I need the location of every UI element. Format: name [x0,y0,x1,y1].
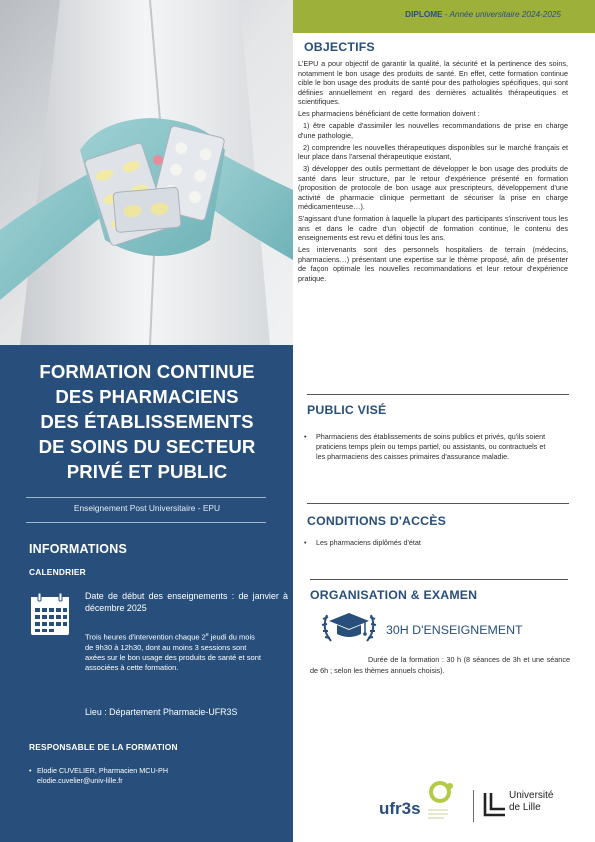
right-column [293,33,595,842]
ufr3s-logo [376,778,472,831]
calendar-detail-text: Trois heures d'intervention chaque 2e jeudi du mois de 9h30 à 12h30, dont au moins 3 sessions sont axées sur le bon usage des produits de santé et sont associées à cette formation. [85,632,261,673]
divider [307,394,569,395]
calendar-heading: CALENDRIER [29,567,86,577]
paragraph: S'agissant d'une formation à laquelle la plupart des participants s'inscrivent tous les ans et dans le cadre d'un objectif de formation continue, le contenu des enseignements est revu et défini tous les ans. [298,214,568,242]
paragraph: L'EPU a pour objectif de garantir la qualité, la sécurité et la pertinence des soins, notamment le bon usage des produits de santé. En effet, cette formation continue cible le bon usage des produits de santé pour des pathologies spécifiques, qui sont définies annuellement en regard des dernières actualités thérapeutiques et scientifiques. [298,59,568,106]
title-line: FORMATION CONTINUE [39,361,255,382]
responsable-heading: RESPONSABLE DE LA FORMATION [29,742,178,752]
organisation-heading: ORGANISATION & EXAMEN [310,588,478,602]
title-line: DES ÉTABLISSEMENTS [40,411,254,432]
list-item: • Pharmaciens des établissements de soins publics et privés, qu'ils soient praticiens temps plein ou temps partiel, ou assistants, ou contractuels et les pharmaciens des caisses primaires d'assurance maladie. [304,432,552,461]
left-column [0,0,293,842]
list-item: • Les pharmaciens diplômés d'état [304,538,552,548]
universite-lille-text: Université de Lille [509,790,554,813]
duration-text: Durée de la formation : 30 h (8 séances de 3h et une séance de 6h ; selon les thèmes annuels choisis). [310,655,570,675]
paragraph: Les pharmaciens bénéficiant de cette formation doivent : [298,109,480,118]
location-text: Lieu : Département Pharmacie-UFR3S [85,707,238,717]
calendar-start-text: Date de début des enseignements : de janvier à décembre 2025 [85,591,288,613]
public-heading: PUBLIC VISÉ [307,403,387,417]
title-line: DE SOINS DU SECTEUR [38,436,256,457]
divider [310,579,568,580]
objectifs-text [298,59,568,286]
title-line: DES PHARMACIENS [55,386,239,407]
responsable-email[interactable]: elodie.cuvelier@univ-lille.fr [37,775,123,785]
epu-label: Enseignement Post Universitaire - EPU [73,503,221,513]
banner-text: DIPLOME - Année universitaire 2024-2025 [405,10,561,19]
gloved-hands-with-pills-image [0,0,293,345]
conditions-heading: CONDITIONS D'ACCÈS [307,514,447,528]
divider [307,503,569,504]
universite-lille-logo [483,791,507,822]
divider [26,522,266,523]
title-line: PRIVÉ ET PUBLIC [66,461,228,482]
paragraph: 1) être capable d'assimiler les nouvelles recommandations de prise en charge d'une pathologie, [298,121,568,140]
objectifs-heading: OBJECTIFS [304,40,375,54]
logo-separator [473,790,474,822]
main-title [14,359,280,484]
hours-label: 30H D'ENSEIGNEMENT [386,623,523,637]
paragraph: 2) comprendre les nouvelles thérapeutiques disponibles sur le marché français et leur place dans l'arsenal thérapeutique existant, [298,142,568,161]
divider [26,497,266,498]
conditions-list [304,538,552,548]
paragraph: Les intervenants sont des personnels hospitaliers de terrain (médecins, pharmaciens…) présentant une expertise sur le thème proposé, afin de présenter de façon optimale les nouvelles recommandations et leur retour d'expérience pratique. [298,245,568,283]
informations-heading: INFORMATIONS [29,542,127,556]
list-item [29,766,168,785]
responsable-list [29,766,168,785]
blue-panel [0,345,293,842]
hero-photo [0,0,293,345]
paragraph: 3) développer des outils permettant de développer le bon usage des produits de santé dans leur structure, par le retour d'expérience présenté en formation (proposition de protocole de bon usage aux prescripteurs, développement d'une activité de pharmacie clinique permettant de sécuriser la prise en charge médicamenteuse…). [298,164,568,211]
top-banner [293,0,595,33]
public-list [304,432,552,461]
calendar-icon [30,592,70,641]
graduation-cap-icon [317,607,381,652]
ufr3s-logo-text: ufr3s [379,799,421,818]
responsable-name: Elodie CUVELIER, Pharmacien MCU-PH [37,766,169,775]
